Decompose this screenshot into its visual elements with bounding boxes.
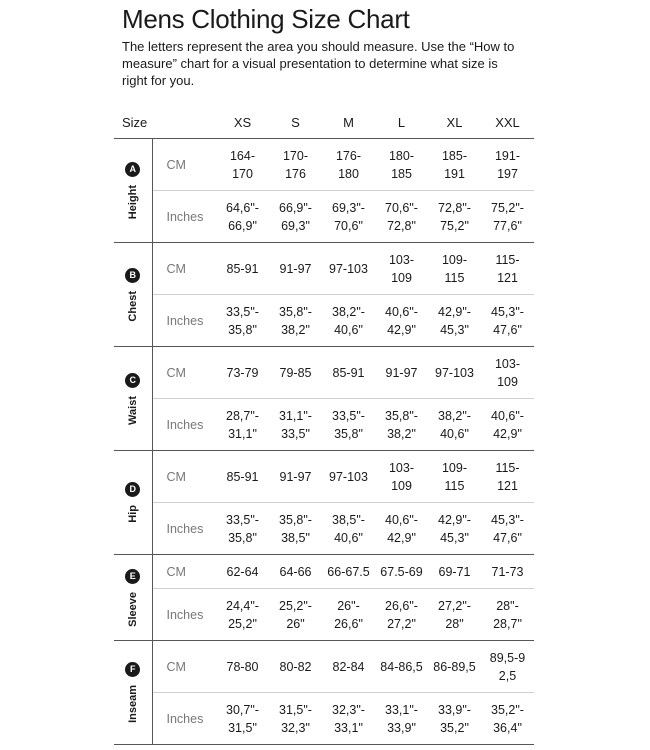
size-value-cell: 28"- 28,7" xyxy=(481,589,534,641)
height-cm-row xyxy=(114,139,534,191)
size-value-cell: 35,8"- 38,2" xyxy=(375,399,428,451)
size-value-cell: 70,6"- 72,8" xyxy=(375,191,428,243)
size-value-cell: 26"- 26,6" xyxy=(322,589,375,641)
size-column-label: Size xyxy=(114,106,216,139)
category-letter-badge: D xyxy=(125,482,140,497)
page-title: Mens Clothing Size Chart xyxy=(122,4,410,34)
size-value-cell: 84-86,5 xyxy=(375,641,428,693)
size-value-cell: 42,9"- 45,3" xyxy=(428,295,481,347)
category-letter-badge: F xyxy=(125,662,140,677)
unit-label: Inches xyxy=(152,295,216,347)
size-value-cell: 45,3"- 47,6" xyxy=(481,503,534,555)
size-value-cell: 40,6"- 42,9" xyxy=(375,295,428,347)
category-cell-height xyxy=(114,139,152,243)
size-header-xs: XS xyxy=(216,106,269,139)
size-value-cell: 103- 109 xyxy=(375,451,428,503)
size-value-cell: 89,5-9 2,5 xyxy=(481,641,534,693)
category-cell-inseam xyxy=(114,641,152,745)
size-value-cell: 91-97 xyxy=(375,347,428,399)
chest-inches-row xyxy=(114,295,534,347)
size-value-cell: 109- 115 xyxy=(428,451,481,503)
size-header-l: L xyxy=(375,106,428,139)
category-letter-badge: E xyxy=(125,569,140,584)
size-value-cell: 170- 176 xyxy=(269,139,322,191)
category-name: Inseam xyxy=(126,685,139,723)
size-value-cell: 103- 109 xyxy=(375,243,428,295)
category-letter-badge: A xyxy=(125,162,140,177)
size-value-cell: 33,5"- 35,8" xyxy=(322,399,375,451)
size-value-cell: 73-79 xyxy=(216,347,269,399)
size-value-cell: 80-82 xyxy=(269,641,322,693)
size-value-cell: 85-91 xyxy=(216,243,269,295)
size-value-cell: 40,6"- 42,9" xyxy=(375,503,428,555)
size-value-cell: 64-66 xyxy=(269,555,322,589)
category-name: Waist xyxy=(126,395,139,425)
size-value-cell: 33,9"- 35,2" xyxy=(428,693,481,745)
intro-text: The letters represent the area you should measure. Use the “How to measure” chart for a visual presentation to determine what size is right for you. xyxy=(122,39,515,88)
size-value-cell: 164- 170 xyxy=(216,139,269,191)
size-value-cell: 97-103 xyxy=(428,347,481,399)
size-header-xl: XL xyxy=(428,106,481,139)
category-name: Hip xyxy=(126,505,139,523)
category-name: Height xyxy=(126,184,139,220)
size-value-cell: 85-91 xyxy=(322,347,375,399)
sleeve-cm-row xyxy=(114,555,534,589)
unit-label: CM xyxy=(152,243,216,295)
size-value-cell: 66-67.5 xyxy=(322,555,375,589)
category-letter-badge: C xyxy=(125,373,140,388)
size-value-cell: 176- 180 xyxy=(322,139,375,191)
size-value-cell: 79-85 xyxy=(269,347,322,399)
size-value-cell: 26,6"- 27,2" xyxy=(375,589,428,641)
size-value-cell: 75,2"- 77,6" xyxy=(481,191,534,243)
size-value-cell: 28,7"- 31,1" xyxy=(216,399,269,451)
unit-label: CM xyxy=(152,451,216,503)
size-value-cell: 115- 121 xyxy=(481,243,534,295)
category-label-sleeve xyxy=(114,569,152,627)
size-value-cell: 40,6"- 42,9" xyxy=(481,399,534,451)
category-label-hip xyxy=(114,482,152,523)
size-value-cell: 69,3"- 70,6" xyxy=(322,191,375,243)
waist-inches-row xyxy=(114,399,534,451)
size-value-cell: 38,2"- 40,6" xyxy=(428,399,481,451)
category-name: Sleeve xyxy=(126,591,139,627)
size-value-cell: 69-71 xyxy=(428,555,481,589)
unit-label: Inches xyxy=(152,503,216,555)
size-value-cell: 35,8"- 38,5" xyxy=(269,503,322,555)
size-value-cell: 64,6"- 66,9" xyxy=(216,191,269,243)
unit-label: Inches xyxy=(152,589,216,641)
unit-label: CM xyxy=(152,641,216,693)
size-value-cell: 72,8"- 75,2" xyxy=(428,191,481,243)
size-value-cell: 78-80 xyxy=(216,641,269,693)
size-value-cell: 91-97 xyxy=(269,243,322,295)
size-value-cell: 33,5"- 35,8" xyxy=(216,295,269,347)
sleeve-inches-row xyxy=(114,589,534,641)
category-label-inseam xyxy=(114,662,152,723)
size-value-cell: 91-97 xyxy=(269,451,322,503)
category-letter-badge: B xyxy=(125,268,140,283)
unit-label: Inches xyxy=(152,191,216,243)
unit-label: CM xyxy=(152,347,216,399)
size-header-xxl: XXL xyxy=(481,106,534,139)
category-name: Chest xyxy=(126,290,139,322)
size-value-cell: 86-89,5 xyxy=(428,641,481,693)
size-value-cell: 67.5-69 xyxy=(375,555,428,589)
size-value-cell: 32,3"- 33,1" xyxy=(322,693,375,745)
size-value-cell: 71-73 xyxy=(481,555,534,589)
size-value-cell: 191- 197 xyxy=(481,139,534,191)
size-value-cell: 42,9"- 45,3" xyxy=(428,503,481,555)
category-cell-hip xyxy=(114,451,152,555)
size-value-cell: 115- 121 xyxy=(481,451,534,503)
category-cell-sleeve xyxy=(114,555,152,641)
size-value-cell: 180- 185 xyxy=(375,139,428,191)
category-cell-chest xyxy=(114,243,152,347)
size-value-cell: 35,8"- 38,2" xyxy=(269,295,322,347)
size-chart-body xyxy=(114,139,534,745)
unit-label: Inches xyxy=(152,693,216,745)
category-label-waist xyxy=(114,373,152,425)
size-value-cell: 33,5"- 35,8" xyxy=(216,503,269,555)
size-value-cell: 38,5"- 40,6" xyxy=(322,503,375,555)
chest-cm-row xyxy=(114,243,534,295)
unit-label: CM xyxy=(152,555,216,589)
size-value-cell: 25,2"- 26" xyxy=(269,589,322,641)
unit-label: Inches xyxy=(152,399,216,451)
size-value-cell: 82-84 xyxy=(322,641,375,693)
size-header-m: M xyxy=(322,106,375,139)
size-chart-table xyxy=(114,106,534,745)
size-value-cell: 38,2"- 40,6" xyxy=(322,295,375,347)
size-value-cell: 97-103 xyxy=(322,451,375,503)
inseam-cm-row xyxy=(114,641,534,693)
height-inches-row xyxy=(114,191,534,243)
size-value-cell: 31,1"- 33,5" xyxy=(269,399,322,451)
size-value-cell: 33,1"- 33,9" xyxy=(375,693,428,745)
size-value-cell: 103- 109 xyxy=(481,347,534,399)
size-value-cell: 24,4"- 25,2" xyxy=(216,589,269,641)
size-header-s: S xyxy=(269,106,322,139)
table-header-row xyxy=(114,106,534,139)
size-value-cell: 27,2"- 28" xyxy=(428,589,481,641)
category-label-height xyxy=(114,162,152,219)
size-value-cell: 45,3"- 47,6" xyxy=(481,295,534,347)
inseam-inches-row xyxy=(114,693,534,745)
size-value-cell: 35,2"- 36,4" xyxy=(481,693,534,745)
waist-cm-row xyxy=(114,347,534,399)
size-value-cell: 62-64 xyxy=(216,555,269,589)
size-value-cell: 30,7"- 31,5" xyxy=(216,693,269,745)
size-value-cell: 97-103 xyxy=(322,243,375,295)
size-value-cell: 31,5"- 32,3" xyxy=(269,693,322,745)
hip-cm-row xyxy=(114,451,534,503)
unit-label: CM xyxy=(152,139,216,191)
size-value-cell: 109- 115 xyxy=(428,243,481,295)
category-label-chest xyxy=(114,268,152,322)
size-value-cell: 185- 191 xyxy=(428,139,481,191)
category-cell-waist xyxy=(114,347,152,451)
size-value-cell: 66,9"- 69,3" xyxy=(269,191,322,243)
size-value-cell: 85-91 xyxy=(216,451,269,503)
hip-inches-row xyxy=(114,503,534,555)
